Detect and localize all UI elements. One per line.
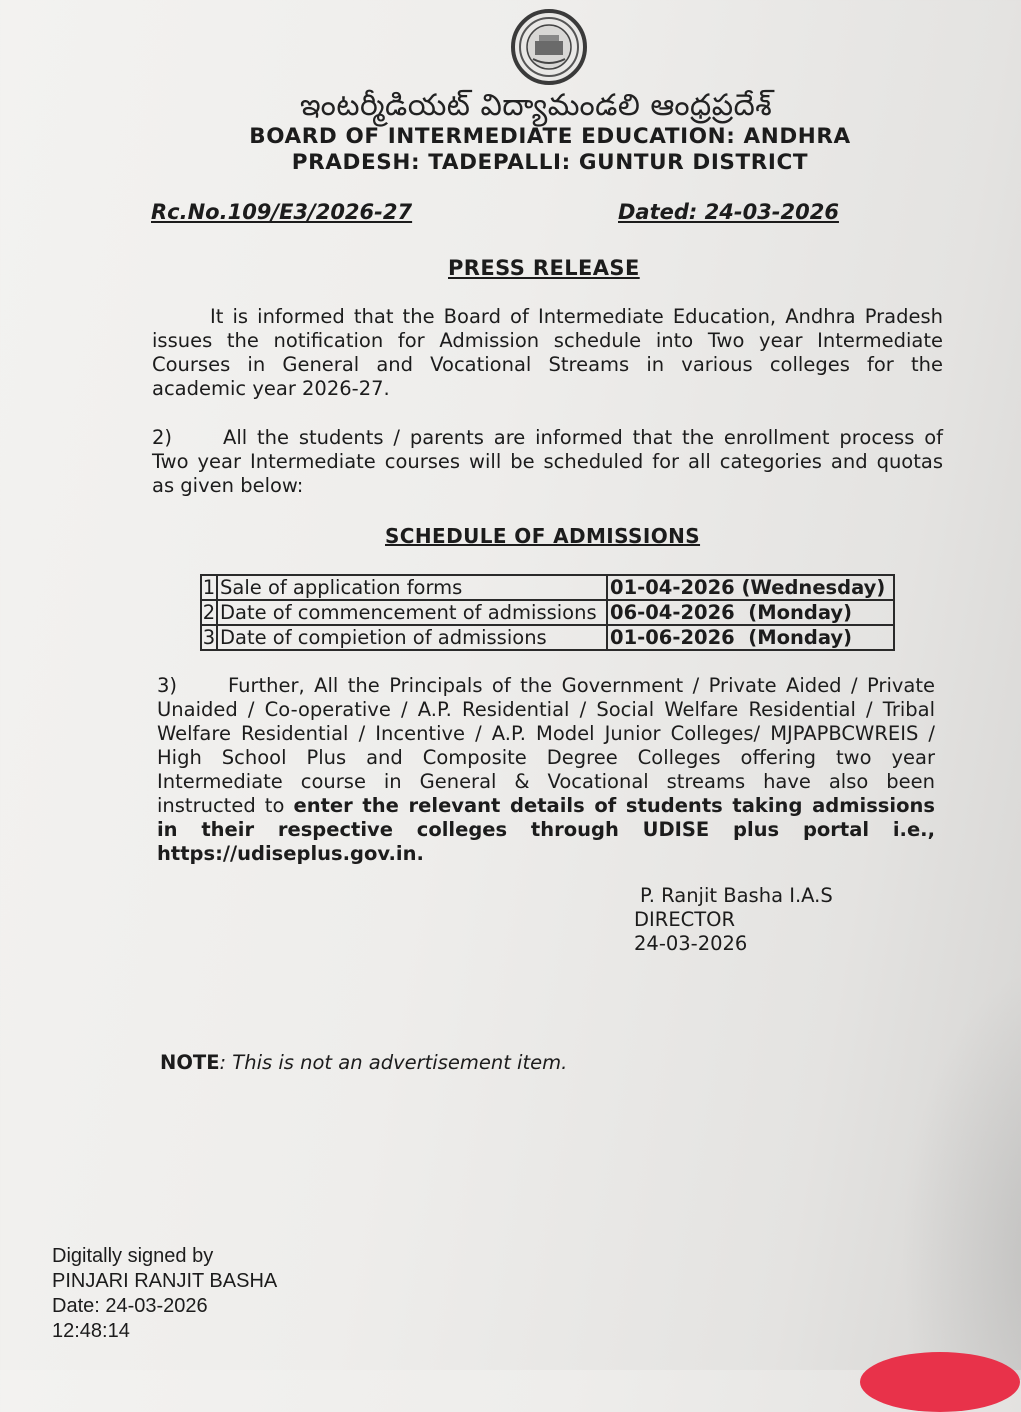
rc-number: Rc.No.109/E3/2026-27 xyxy=(151,200,413,224)
paragraph-3-number: 3) xyxy=(157,674,178,697)
paragraph-2-line: All the students / parents are informed that the enrollment process of xyxy=(223,426,943,449)
row-number: 3 xyxy=(202,625,216,649)
paragraph-1-line: Courses in General and Vocational Streams in various colleges for the xyxy=(152,353,943,376)
udise-portal-link: https://udiseplus.gov.in. xyxy=(157,842,424,865)
table-row xyxy=(201,575,894,600)
board-emblem-seal xyxy=(511,9,587,85)
page-shadow xyxy=(900,960,1021,1380)
signatory-designation: DIRECTOR xyxy=(634,908,736,931)
row-number: 2 xyxy=(202,600,216,624)
board-name-line1: BOARD OF INTERMEDIATE EDUCATION: ANDHRA xyxy=(249,124,851,149)
note-text: : This is not an advertisement item. xyxy=(219,1051,568,1074)
row-item: Date of commencement of admissions xyxy=(217,600,607,625)
digital-signature xyxy=(52,1244,277,1344)
paragraph-3-line: Welfare Residential / Incentive / A.P. Model Junior Colleges/ MJPAPBCWREIS / xyxy=(157,722,935,745)
signature-date: 24-03-2026 xyxy=(634,932,748,955)
signatory-name: P. Ranjit Basha I.A.S xyxy=(640,884,833,907)
paragraph-3-plain-text: instructed to xyxy=(157,794,294,817)
paragraph-3-bold-line: in their respective colleges through UDISE plus portal i.e., xyxy=(157,818,935,841)
schedule-table xyxy=(200,574,895,651)
table-row xyxy=(201,600,894,625)
paragraph-3-line-6 xyxy=(157,794,935,818)
row-date: 01-04-2026 (Wednesday) xyxy=(607,575,894,600)
paragraph-1-line: academic year 2026-27. xyxy=(152,377,390,400)
paragraph-3 xyxy=(157,674,935,866)
telugu-title: ఇంటర్మీడియట్ విద్యామండలి ఆంధ్రప్రదేశ్ xyxy=(300,88,773,123)
corner-red-mark xyxy=(860,1352,1020,1412)
schedule-heading: SCHEDULE OF ADMISSIONS xyxy=(385,524,701,548)
row-item: Sale of application forms xyxy=(217,575,607,600)
paragraph-3-line: Intermediate course in General & Vocational streams have also been xyxy=(157,770,935,793)
paragraph-2-line: Two year Intermediate courses will be scheduled for all categories and quotas xyxy=(152,450,943,473)
row-item: Date of compietion of admissions xyxy=(217,625,607,650)
paragraph-3-first-line xyxy=(157,674,935,698)
emblem-graphic xyxy=(515,13,583,81)
paragraph-1 xyxy=(152,305,943,401)
paragraph-1-line: It is informed that the Board of Intermediate Education, Andhra Pradesh xyxy=(210,305,943,328)
paragraph-2-number: 2) xyxy=(152,426,173,449)
note-label: NOTE xyxy=(160,1051,220,1074)
paragraph-3-line: High School Plus and Composite Degree Colleges offering two year xyxy=(157,746,935,769)
paragraph-3-bold-text: enter the relevant details of students taking admissions xyxy=(293,794,935,817)
digital-signature-line: Date: 24-03-2026 xyxy=(52,1295,208,1317)
press-release-title: PRESS RELEASE xyxy=(448,256,640,280)
paragraph-3-line: Unaided / Co-operative / A.P. Residential / Social Welfare Residential / Tribal xyxy=(157,698,935,721)
board-name-line2: PRADESH: TADEPALLI: GUNTUR DISTRICT xyxy=(291,150,809,175)
paragraph-2-line: as given below: xyxy=(152,474,304,497)
digital-signature-line: Digitally signed by xyxy=(52,1245,214,1267)
paragraph-2-first-line xyxy=(152,426,943,450)
row-date: 01-06-2026 (Monday) xyxy=(607,625,894,650)
paragraph-3-line: Further, All the Principals of the Government / Private Aided / Private xyxy=(228,674,935,697)
row-date: 06-04-2026 (Monday) xyxy=(607,600,894,625)
paragraph-1-line: issues the notification for Admission schedule into Two year Intermediate xyxy=(152,329,943,352)
dated: Dated: 24-03-2026 xyxy=(618,200,839,224)
paragraph-2 xyxy=(152,426,943,498)
row-number: 1 xyxy=(202,575,216,599)
digital-signature-line: PINJARI RANJIT BASHA xyxy=(52,1270,278,1292)
note xyxy=(160,1051,567,1074)
digital-signature-line: 12:48:14 xyxy=(52,1320,130,1342)
table-row xyxy=(201,625,894,650)
